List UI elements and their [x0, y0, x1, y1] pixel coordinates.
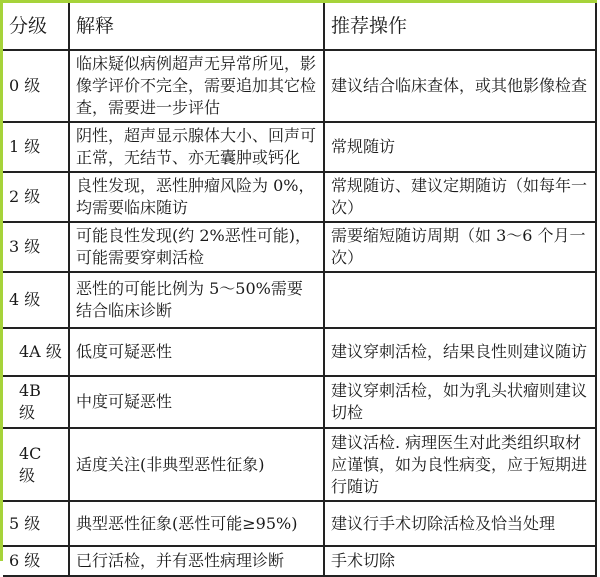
grade-cell: 4A 级	[3, 328, 69, 376]
explanation-cell: 中度可疑恶性	[69, 376, 324, 428]
grade-cell: 0 级	[3, 50, 69, 122]
grade-cell: 3 级	[3, 222, 69, 272]
table-row	[3, 376, 596, 428]
grade-cell: 5 级	[3, 501, 69, 546]
grade-cell: 4B 级	[3, 376, 69, 428]
table-row	[3, 172, 596, 222]
action-cell: 建议穿刺活检，结果良性则建议随访	[324, 328, 596, 376]
grade-cell: 2 级	[3, 172, 69, 222]
action-cell: 建议行手术切除活检及恰当处理	[324, 501, 596, 546]
explanation-cell: 良性发现，恶性肿瘤风险为 0%，均需要临床随访	[69, 172, 324, 222]
action-cell: 需要缩短随访周期（如 3～6 个月一次）	[324, 222, 596, 272]
table-row	[3, 328, 596, 376]
header-explanation: 解释	[69, 3, 324, 50]
explanation-cell: 低度可疑恶性	[69, 328, 324, 376]
grade-cell: 1 级	[3, 122, 69, 172]
table-row	[3, 546, 596, 576]
header-grade: 分级	[3, 3, 69, 50]
action-cell: 手术切除	[324, 546, 596, 576]
birads-grading-table	[3, 3, 597, 577]
action-cell: 建议穿刺活检，如为乳头状瘤则建议切检	[324, 376, 596, 428]
action-cell	[324, 272, 596, 328]
table-row	[3, 501, 596, 546]
grade-cell: 4 级	[3, 272, 69, 328]
header-action: 推荐操作	[324, 3, 596, 50]
action-cell: 建议活检. 病理医生对此类组织取材应谨慎，如为良性病变，应于短期进行随访	[324, 428, 596, 501]
table-row	[3, 122, 596, 172]
explanation-cell: 已行活检，并有恶性病理诊断	[69, 546, 324, 576]
grade-cell: 6 级	[3, 546, 69, 576]
table-header-row	[3, 3, 596, 50]
explanation-cell: 临床疑似病例超声无异常所见，影像学评价不完全，需要追加其它检查，需要进一步评估	[69, 50, 324, 122]
table-row	[3, 428, 596, 501]
explanation-cell: 适度关注(非典型恶性征象)	[69, 428, 324, 501]
table-row	[3, 50, 596, 122]
table-row	[3, 272, 596, 328]
action-cell: 常规随访	[324, 122, 596, 172]
action-cell: 常规随访、建议定期随访（如每年一次）	[324, 172, 596, 222]
explanation-cell: 阴性，超声显示腺体大小、回声可正常，无结节、亦无囊肿或钙化	[69, 122, 324, 172]
explanation-cell: 恶性的可能比例为 5～50%需要结合临床诊断	[69, 272, 324, 328]
grade-cell: 4C 级	[3, 428, 69, 501]
action-cell: 建议结合临床查体，或其他影像检查	[324, 50, 596, 122]
explanation-cell: 可能良性发现(约 2%恶性可能)，可能需要穿刺活检	[69, 222, 324, 272]
table-row	[3, 222, 596, 272]
explanation-cell: 典型恶性征象(恶性可能≥95%)	[69, 501, 324, 546]
